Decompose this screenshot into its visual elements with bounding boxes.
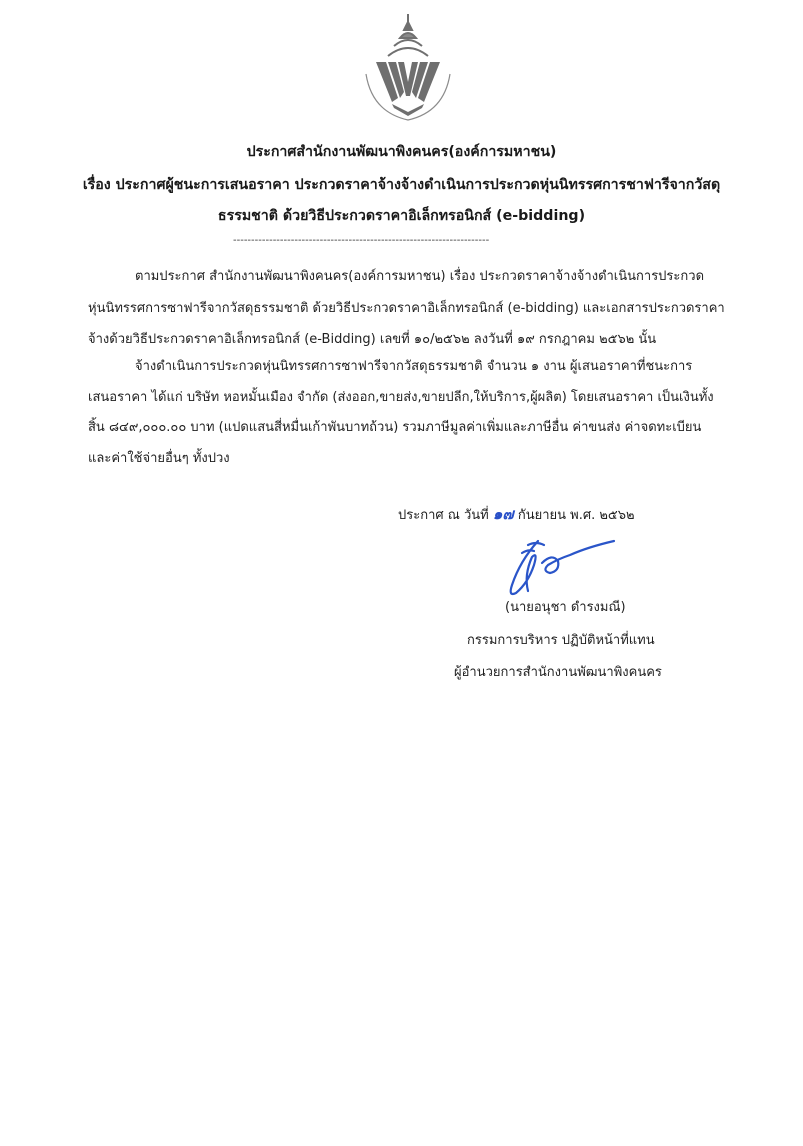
paragraph-2-line-1: จ้างดำเนินการประกวดหุ่นนิทรรศการซาฟารีจากวัสดุธรรมชาติ จำนวน ๑ งาน ผู้เสนอราคาที่ชนะการ: [135, 359, 693, 374]
signature-image: [498, 535, 623, 605]
header-divider: -----------------------------------------------------------------------: [233, 235, 490, 246]
signatory-title: ผู้อำนวยการสำนักงานพัฒนาพิงคนคร: [454, 665, 662, 680]
date-day: ๑๗: [492, 505, 514, 523]
announcement-subject-continued: ธรรมชาติ ด้วยวิธีประกวดราคาอิเล็กทรอนิกส์ (e-bidding): [217, 208, 586, 224]
date-suffix: กันยายน พ.ศ. ๒๕๖๒: [517, 508, 635, 523]
signatory-name: (นายอนุชา ดำรงมณี): [505, 600, 626, 615]
organization-logo: [352, 12, 464, 124]
paragraph-2-line-4: และค่าใช้จ่ายอื่นๆ ทั้งปวง: [88, 451, 230, 466]
paragraph-2-line-3: สิ้น ๘๔๙,๐๐๐.๐๐ บาท (แปดแสนสี่หมื่นเก้าพันบาทถ้วน) รวมภาษีมูลค่าเพิ่มและภาษีอื่น ค่าขนส่ง ค่าจดทะเบียน: [88, 420, 702, 435]
announcement-title: ประกาศสำนักงานพัฒนาพิงคนคร(องค์การมหาชน): [246, 144, 557, 160]
announcement-subject: เรื่อง ประกาศผู้ชนะการเสนอราคา ประกวดราคาจ้างจ้างดำเนินการประกวดหุ่นนิทรรศการชาฟารีจากวัสดุ: [82, 177, 721, 193]
paragraph-2-line-2: เสนอราคา ได้แก่ บริษัท หอหมั้นเมือง จำกัด (ส่งออก,ขายส่ง,ขายปลีก,ให้บริการ,ผู้ผลิต) โดยเสนอราคา เป็นเงินทั้ง: [88, 390, 714, 405]
paragraph-1-line-1: ตามประกาศ สำนักงานพัฒนาพิงคนคร(องค์การมหาชน) เรื่อง ประกวดราคาจ้างจ้างดำเนินการประกวด: [135, 269, 705, 284]
announcement-date: [398, 502, 635, 526]
signatory-position: กรรมการบริหาร ปฏิบัติหน้าที่แทน: [467, 633, 655, 648]
paragraph-1-line-3: จ้างด้วยวิธีประกวดราคาอิเล็กทรอนิกส์ (e-Bidding) เลขที่ ๑๐/๒๕๖๒ ลงวันที่ ๑๙ กรกฎาคม ๒๕๖๒ นั้น: [88, 332, 657, 347]
paragraph-1-line-2: หุ่นนิทรรศการซาฟารีจากวัสดุธรรมชาติ ด้วยวิธีประกวดราคาอิเล็กทรอนิกส์ (e-bidding) และเอกสารประกวดราคา: [88, 301, 725, 316]
date-prefix: ประกาศ ณ วันที่: [398, 508, 489, 523]
